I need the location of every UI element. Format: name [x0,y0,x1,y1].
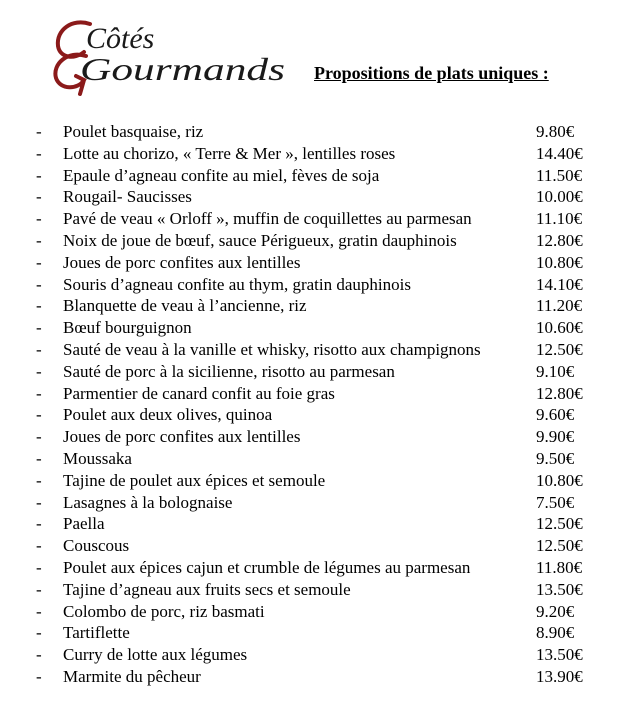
dish-name: Moussaka [63,448,132,468]
dish-name: Parmentier de canard confit au foie gras [63,383,335,403]
menu-item [0,121,626,143]
menu-item [0,252,626,274]
menu-item [0,513,626,535]
dish-name: Tartiflette [63,623,130,643]
menu-heading: Propositions de plats uniques : [314,63,549,83]
bullet-dash: - [36,623,42,643]
bullet-dash: - [36,405,42,425]
dish-price: 11.10€ [536,209,583,229]
dish-name: Curry de lotte aux légumes [63,645,248,665]
menu-item [0,644,626,666]
dish-price: 11.50€ [536,165,583,185]
logo-line-2: Gourmands [80,51,285,87]
dish-name: Souris d’agneau confite au thym, gratin dauphinois [63,274,411,294]
dish-price: 11.20€ [536,296,583,316]
dish-price: 9.90€ [536,427,575,447]
bullet-dash: - [36,143,42,163]
bullet-dash: - [36,383,42,403]
bullet-dash: - [36,296,42,316]
bullet-dash: - [36,339,42,359]
menu-item [0,535,626,557]
dish-name: Sauté de veau à la vanille et whisky, risotto aux champignons [63,339,481,359]
dish-price: 12.50€ [536,339,583,359]
bullet-dash: - [36,209,42,229]
menu-item [0,666,626,688]
dish-name: Lotte au chorizo, « Terre & Mer », lentilles roses [63,143,396,163]
dish-price: 9.50€ [536,448,575,468]
logo-line-1: Côtés [86,22,155,55]
bullet-dash: - [36,666,42,686]
bullet-dash: - [36,536,42,556]
dish-price: 10.60€ [536,318,583,338]
bullet-dash: - [36,470,42,490]
dish-price: 10.00€ [536,187,583,207]
dish-name: Tajine de poulet aux épices et semoule [63,470,326,490]
bullet-dash: - [36,492,42,512]
dish-name: Blanquette de veau à l’ancienne, riz [63,296,307,316]
bullet-dash: - [36,427,42,447]
dish-price: 7.50€ [536,492,575,512]
dish-name: Marmite du pêcheur [63,666,201,686]
dish-name: Joues de porc confites aux lentilles [63,427,301,447]
dish-price: 12.80€ [536,383,583,403]
bullet-dash: - [36,514,42,534]
dish-name: Epaule d’agneau confite au miel, fèves de soja [63,165,380,185]
dish-name: Tajine d’agneau aux fruits secs et semoule [63,579,351,599]
menu-item [0,579,626,601]
menu-item [0,143,626,165]
bullet-dash: - [36,252,42,272]
menu-item [0,295,626,317]
dish-price: 13.50€ [536,645,583,665]
menu-item [0,317,626,339]
menu-item [0,274,626,296]
dish-name: Poulet basquaise, riz [63,122,204,141]
dish-name: Sauté de porc à la sicilienne, risotto au parmesan [63,361,395,381]
bullet-dash: - [36,187,42,207]
dish-name: Noix de joue de bœuf, sauce Périgueux, gratin dauphinois [63,230,457,250]
menu-item [0,448,626,470]
dish-price: 14.10€ [536,274,583,294]
dish-name: Colombo de porc, riz basmati [63,601,265,621]
dish-name: Pavé de veau « Orloff », muffin de coquillettes au parmesan [63,209,472,229]
menu-item [0,470,626,492]
dish-price: 13.90€ [536,666,583,686]
menu-item [0,230,626,252]
bullet-dash: - [36,601,42,621]
dish-price: 10.80€ [536,252,583,272]
menu-item [0,186,626,208]
bullet-dash: - [36,122,42,141]
dish-price: 12.50€ [536,514,583,534]
dish-name: Lasagnes à la bolognaise [63,492,233,512]
dish-name: Rougail- Saucisses [63,187,192,207]
menu-item [0,426,626,448]
menu-item [0,557,626,579]
dish-price: 9.10€ [536,361,575,381]
menu-item [0,622,626,644]
menu-item [0,208,626,230]
dish-name: Paella [63,514,105,534]
dish-price: 9.20€ [536,601,575,621]
dish-name: Joues de porc confites aux lentilles [63,252,301,272]
menu-list [0,121,626,688]
dish-price: 10.80€ [536,470,583,490]
dish-name: Poulet aux deux olives, quinoa [63,405,273,425]
menu-item [0,492,626,514]
bullet-dash: - [36,579,42,599]
dish-name: Poulet aux épices cajun et crumble de légumes au parmesan [63,557,471,577]
menu-item [0,601,626,623]
dish-price: 9.60€ [536,405,575,425]
bullet-dash: - [36,361,42,381]
bullet-dash: - [36,645,42,665]
dish-price: 9.80€ [536,122,575,141]
dish-price: 14.40€ [536,143,583,163]
dish-price: 12.80€ [536,230,583,250]
menu-item [0,339,626,361]
menu-item [0,383,626,405]
bullet-dash: - [36,318,42,338]
bullet-dash: - [36,274,42,294]
dish-price: 8.90€ [536,623,575,643]
menu-item [0,404,626,426]
bullet-dash: - [36,165,42,185]
dish-price: 11.80€ [536,557,583,577]
dish-name: Couscous [63,536,130,556]
brand-logo [50,16,290,96]
menu-item [0,361,626,383]
dish-name: Bœuf bourguignon [63,318,192,338]
bullet-dash: - [36,448,42,468]
dish-price: 12.50€ [536,536,583,556]
bullet-dash: - [36,230,42,250]
dish-price: 13.50€ [536,579,583,599]
bullet-dash: - [36,557,42,577]
menu-item [0,165,626,187]
